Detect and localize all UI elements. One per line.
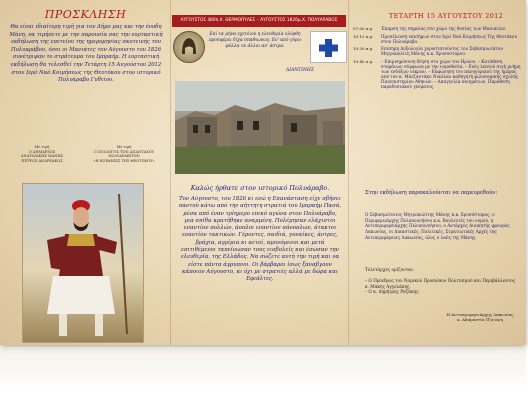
invitation-text: Θα είναι ιδιαίτερη τιμή για τον Δήμο μας και την ένοδη Μάνη, να τιμήσετε με την παρουσία σας την εορταστική εκδήλωση της επετείου της ημερομηνίας σκοτεινής του Πολυαράβου, όσοι οι Μανιάτες τον Αύγουστο του 1826 συνέτριψαν το στράτευμα του Ιμπραήμ. Η εορταστική εκδήλωση θα τελεσθεί την Τετάρτη 15 Αυγούστου 2012 στον Ιερό Ναό Κοιμήσεως της Θεοτόκου στον ιστορικό Πολυάραβο Γυθείου. [9,24,163,84]
signature-mayor-line2: ΑΝΑΤΟΛΙΚΗΣ ΜΑΝΗΣ [20,154,64,159]
program-item [353,46,523,56]
helmet-emblem-icon [173,31,205,63]
organizer-line: κ. Αδαμαντία Τζινιέρη [457,317,503,323]
right-panel [349,0,526,345]
event-date: ΤΕΤΑΡΤΗ 15 ΑΥΓΟΥΣΤΟΥ 2012 [388,12,504,20]
program-text: – Επιμνημόσυνη δέηση στο χώρο του Ηρώου. – Κατάθεση στεφάνων σύμφωνα με την νομοθεσία. – Ενός λεπτού σιγή μνήμη των ενδόξων νεκρών. – Εκφώνηση του πανηγυρικού της ημέρας από τον κ. Μπεζαντάκο Νικόλαο καθηγητή φιλοσοφικής σχολής Πανεπιστημίου Αθηνών. – Απαγγελία ποιημάτων. Παράθεση παραδοσιακού γεύματος. [381,58,521,90]
program-time: 07:00 π.μ. [353,26,374,31]
speaker-item: – Ο κ. Δημήτρης Ραζάκης. [365,289,420,295]
history-story: Τον Αύγουστο, του 1826 κι ενώ η Επανάσταση είχε σβήσει παντού κάτω από την αήττητη στρατιά του Ιμπραήμ Πασά, μέσα από έναν τρίημερο επικό αγώνα στον Πολυάραβο, μια σπίθα κρατήθηκε αναμμένη. Πολέμησαν ελάχιστοι εναντίον πολλών, άοπλοι εναντίον πάνοπλων, άτακτοι εναντίον τακτικών. Γέροντες, παιδιά, γυναίκες, άντρες, βράχια, αγρίμια κι αετοί, αμυνόμενοι και μετά επιτιθέμενοι ταπείνωσαν τους εισβολείς και έσωσαν την ελευθερία, της Ελλάδος. Να σώζετε αυτή την τιμή και να είστε πάντα άγρυπνοι. Οι βάρβαροι ίσως ξαναβγουν κάποιον Αύγουστο, κι όχι με στρατιές αλλά με δώρα και Εφιάλτες. [178,196,342,283]
program-time: 10:15 π.μ. [353,33,374,39]
program-item [353,26,523,31]
warrior-portrait-image [22,183,144,343]
program-text: Έπαρση της σημαίας στο χώρο της θυσίας των Μανιατών. [381,26,507,31]
program-time: 10:40 π.μ. [353,58,374,64]
warrior-figure-drawing [23,184,143,342]
village-ruins-drawing [175,81,345,174]
invitees-list: Ο Σεβασμιότατος Μητροπολίτης Μάνης κ.κ. Χρυσόστομος, ο Περιφερειάρχης Πελοποννήσου κ.κ. Βουλευτές του νομού, η Αντιπεριφερειάρχης Πελοποννήσου, ο Αντάρχος Διοικητής φρουράς Λακωνίας, οι Δικαστικές, Πολιτικές, Στρατιωτικές Αρχές της Αντιπεριφέρειας Λακωνίας, όλος ο λαός της Μάνης. [365,212,510,240]
flag-cross-drawing [311,32,346,62]
program-schedule [353,26,523,92]
program-text: Επίσημη Δοξολογία χοροστατούντος του Σεβασμιωτάτου Μητροπολίτη Μάνης κ.κ. Χρυσοστόμου. [381,46,503,57]
invitees-title: Στην εκδήλωση παρακαλούνται να παρευρεθούν: [365,190,498,196]
speaker-item: – Ο Πρόεδρος του Νομικού Προσώπου Πολιτισμού και Περιβάλλοντος κ. Μάκης Αγγελάκης. [365,278,516,289]
program-text: Προσέλευση επισήμων στον Ιερό Ναό Κοιμήσεως Της Θεοτόκου στον Πολυάραβο. [381,33,517,44]
signature-mayor-line1: Ο ΔΗΜΑΡΧΟΣ [28,149,56,154]
signature-association [88,145,160,163]
greek-flag-cross-icon [310,31,347,63]
program-time: 10:30 π.μ. [353,46,374,52]
signature-association-line2: ΠΟΛΥΑΡΑΒΙΤΩΝ [108,154,140,159]
organizer-line: Η Αντιπεριφερειάρχης Λακωνίας [446,312,514,317]
middle-panel [170,0,348,345]
speakers-list [365,278,520,295]
signature-association-role: Με τιμή [116,145,132,149]
invitation-heading: ΠΡΟΣΚΛΗΣΗ [44,8,127,21]
organizer-signature [444,312,516,323]
signature-mayor-line3: ΠΕΤΡΟΣ ΑΝΔΡΕΑΚΟΣ [21,158,63,163]
history-banner: ΑΥΓΟΥΣΤΟΣ 480π.Χ. ΘΕΡΜΟΠΥΛΕΣ – ΑΥΓΟΥΣΤΟΣ 1826μ.Χ. ΠΟΛΥΑΡΑΒΟΣ [172,15,346,27]
village-photo-image [175,81,345,174]
poem-author: ΔΙΑΝΤΙΝΗΣ [285,68,314,73]
welcome-line: Καλώς ήρθατε στον ιστορικό Πολυάραβο. [190,184,330,192]
signature-mayor [6,145,78,163]
speakers-title: Τελετάρχες ορίζονται: [365,268,415,273]
signature-mayor-role: Με τιμή [34,145,50,149]
table-reflection [0,347,526,400]
program-item [353,59,523,90]
signature-association-line3: «Η ΚΟΙΜΗΣΙΣ ΤΗΣ ΘΕΟΤΟΚΟΥ» [93,158,155,163]
signature-association-line1: Ο ΣΥΛΛΟΓΟΣ ΤΩΝ ΑΠΑΝΤΑΧΟΥ [93,149,155,154]
poem-quote: Επί τα μήνα εχετέιον η ελευθερία ολόρθη προσφέρει δίχα σπαθιωνως. Εν' από γύρω φύλλα τα άλλοι αν' άστρα. [208,32,302,49]
left-panel [0,0,170,345]
program-item [353,34,523,44]
helmet-emblem-drawing [174,32,204,62]
